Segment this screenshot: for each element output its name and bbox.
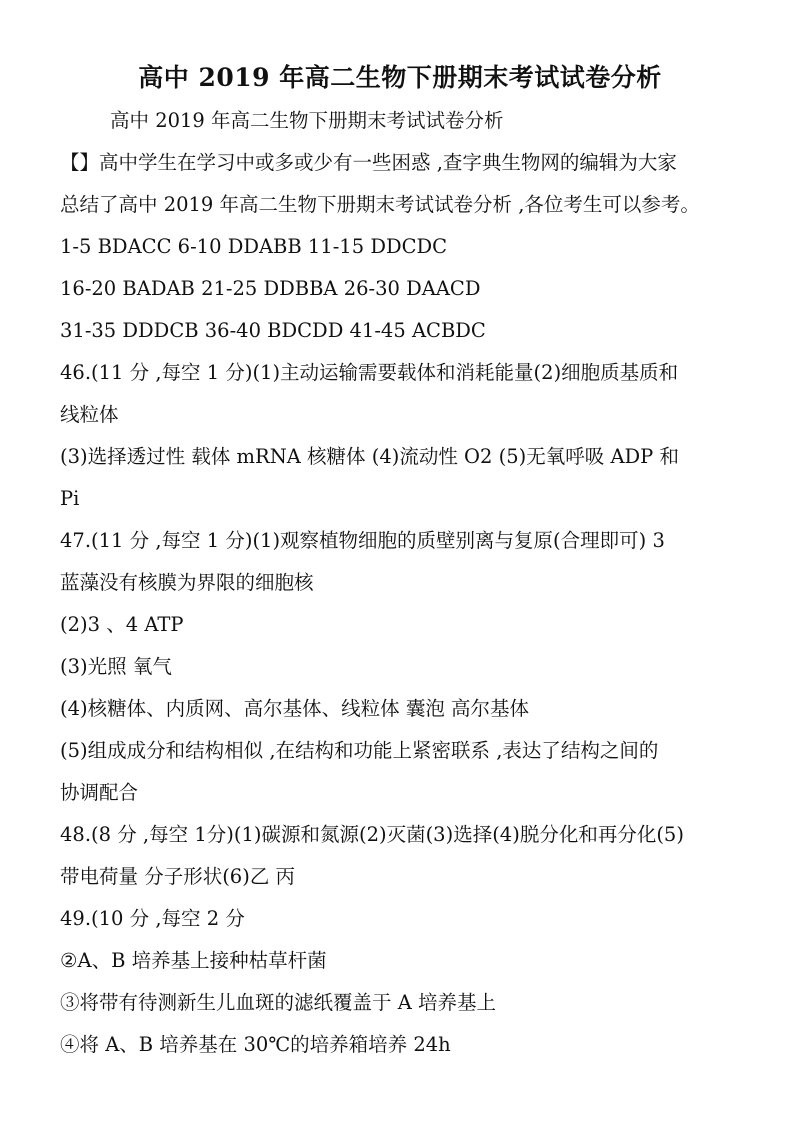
q47-line-1: 47.(11 分 ,每空 1 分)(1)观察植物细胞的质壁别离与复原(合理即可) 3 [60,529,665,552]
q47-line-6: (5)组成成分和结构相似 ,在结构和功能上紧密联系 ,表达了结构之间的 [60,739,659,762]
q47-line-4: (3)光照 氧气 [60,655,172,678]
document-title: 高中 2019 年高二生物下册期末考试试卷分析 [138,63,662,92]
subtitle-line: 高中 2019 年高二生物下册期末考试试卷分析 [110,109,504,132]
q46-line-1: 46.(11 分 ,每空 1 分)(1)主动运输需要载体和消耗能量(2)细胞质基质和 [60,361,679,384]
q49-line-3: ③将带有待测新生儿血斑的滤纸覆盖于 A 培养基上 [60,991,496,1014]
q48-line-2: 带电荷量 分子形状(6)乙 丙 [60,865,296,888]
q47-line-7: 协调配合 [60,781,139,804]
q47-line-3: (2)3 、4 ATP [60,613,184,636]
q48-line-1: 48.(8 分 ,每空 1分)(1)碳源和氮源(2)灭菌(3)选择(4)脱分化和再分化(5) [60,823,684,846]
q47-line-2: 蓝藻没有核膜为界限的细胞核 [60,571,314,594]
answers-line-2: 16-20 BADAB 21-25 DDBBA 26-30 DAACD [60,277,481,300]
answers-line-3: 31-35 DDDCB 36-40 BDCDD 41-45 ACBDC [60,319,486,342]
q47-line-5: (4)核糖体、内质网、高尔基体、线粒体 囊泡 高尔基体 [60,697,530,720]
q49-line-4: ④将 A、B 培养基在 30℃的培养箱培养 24h [60,1033,451,1056]
q46-line-4: Pi [60,487,80,510]
q49-line-2: ②A、B 培养基上接种枯草杆菌 [60,949,327,972]
q46-line-2: 线粒体 [60,403,119,426]
intro-line-2: 总结了高中 2019 年高二生物下册期末考试试卷分析 ,各位考生可以参考。 [60,193,700,216]
intro-line-1: 【】高中学生在学习中或多或少有一些困惑 ,查字典生物网的编辑为大家 [60,151,677,174]
q46-line-3: (3)选择透过性 载体 mRNA 核糖体 (4)流动性 O2 (5)无氧呼吸 ADP 和 [60,445,680,468]
q49-line-1: 49.(10 分 ,每空 2 分 [60,907,245,930]
answers-line-1: 1-5 BDACC 6-10 DDABB 11-15 DDCDC [60,235,448,258]
